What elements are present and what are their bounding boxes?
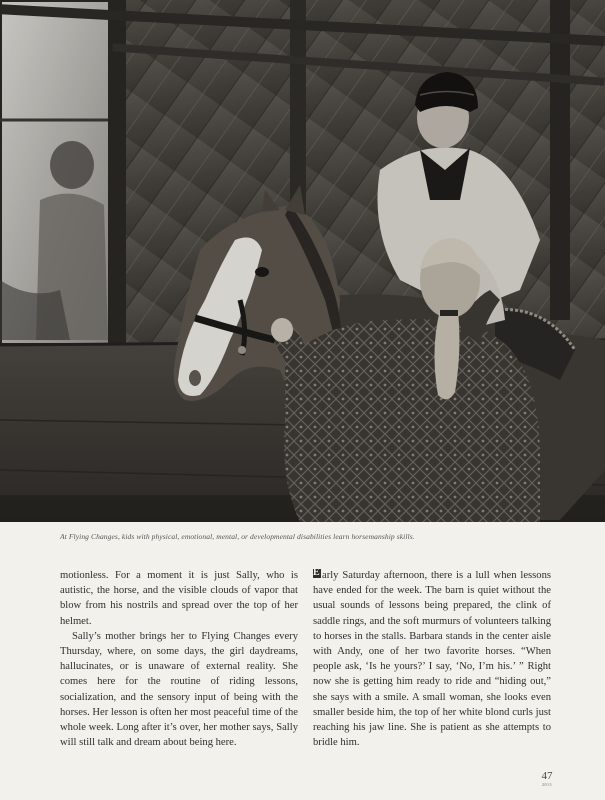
folio-section: 2013 — [542, 782, 552, 787]
article-paragraph-text: arly Saturday afternoon, there is a lull when lessons have ended for the week. The barn is quiet without the usual sounds of lessons being prepared, the clink of saddle rings, and the soft murmurs of volunteers talking to horses in the stalls. Barbara stands in the center aisle with Andy, one of her two favorite horses. “When people ask, ‘Is he yours?’ I say, ‘No, I’m his.’ ” Right now she is getting him ready to ride and “hiding out,” she says with a smile. A small woman, she looks even smaller beside him, the top of her white blond curls just reaching his jaw line. She is patient as she attempts to bridle him. — [313, 570, 551, 749]
article-column-right — [313, 568, 551, 750]
article-paragraph: motionless. For a moment it is just Sally, who is autistic, the horse, and the visible clouds of vapor that blow from his nostrils and spread over the top of her helmet. — [60, 570, 298, 627]
photo-caption: At Flying Changes, kids with physical, emotional, mental, or developmental disabilities learn horsemanship skills. — [60, 532, 415, 541]
page-folio — [535, 770, 559, 787]
page-number: 47 — [541, 770, 553, 782]
article-paragraph — [313, 568, 551, 750]
article-paragraph: Sally’s mother brings her to Flying Changes every Thursday, where, on some days, the girl daydreams, hallucinates, or is unaware of external reality. She comes here for the routine of riding lessons, socialization, and the sensory input of being with the horses. Her lesson is often her most peaceful time of the whole week. Long after it’s over, her mother says, Sally will still talk and dream about being here. — [60, 630, 298, 749]
drop-cap: E — [313, 567, 320, 578]
article-column-left — [60, 568, 298, 750]
